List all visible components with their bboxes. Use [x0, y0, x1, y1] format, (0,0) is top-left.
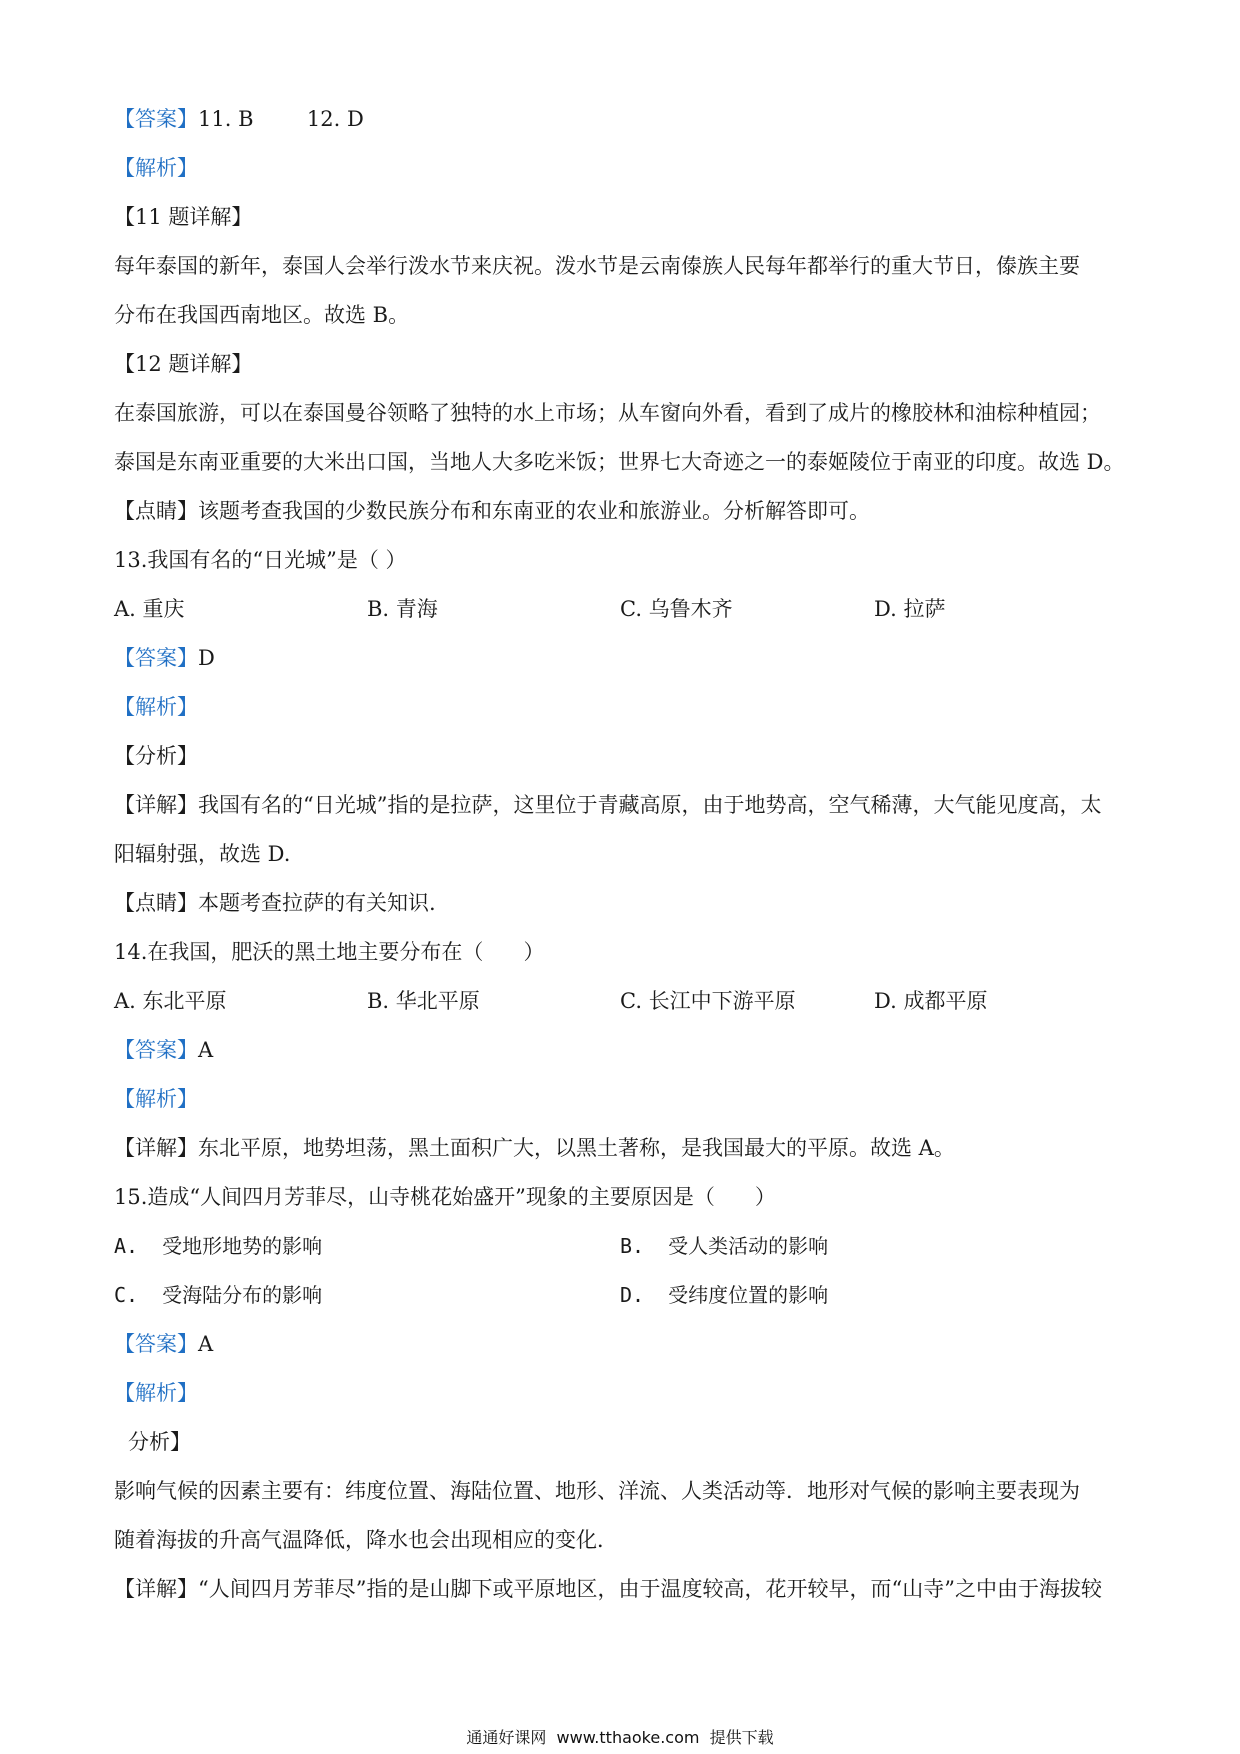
q15-answer	[114, 1329, 1134, 1359]
q15-option-d: D. 受纬度位置的影响	[620, 1283, 829, 1307]
answer-value: 11. B 12. D	[198, 107, 364, 131]
q14-question: 14.在我国，肥沃的黑土地主要分布在（ ）	[114, 940, 545, 964]
q13-option-d: D. 拉萨	[874, 597, 946, 621]
detail-tag: 【详解】	[114, 1577, 198, 1601]
q15-fenxi	[128, 1427, 1148, 1457]
analysis-tag: 【解析】	[114, 695, 198, 719]
q14-analysis	[114, 1084, 1134, 1114]
answer-tag: 【答案】	[114, 1332, 198, 1356]
analysis-tag-line	[114, 153, 1134, 183]
q13-answer	[114, 643, 1134, 673]
q15-detail	[114, 1574, 1134, 1604]
q14-option-d: D. 成都平原	[874, 989, 988, 1013]
detail-text: 东北平原，地势坦荡，黑土面积广大，以黑土著称，是我国最大的平原。故选 A。	[198, 1136, 955, 1160]
q13-detail-line1	[114, 790, 1134, 820]
answer-tag: 【答案】	[114, 646, 198, 670]
q11-detail-line2: 分布在我国西南地区。故选 B。	[114, 303, 410, 327]
q12-detail-line1: 在泰国旅游，可以在泰国曼谷领略了独特的水上市场；从车窗向外看，看到了成片的橡胶林和油棕种植园；	[114, 401, 1101, 425]
q15-fenxi-line2: 随着海拔的升高气温降低，降水也会出现相应的变化．	[114, 1528, 618, 1552]
analysis-tag: 【解析】	[114, 1381, 198, 1405]
fenxi-tag: 分析】	[128, 1430, 191, 1454]
q12-detail-heading	[114, 349, 1134, 379]
comment-tag: 【点睛】	[114, 499, 198, 523]
q11-detail-line1: 每年泰国的新年，泰国人会举行泼水节来庆祝。泼水节是云南傣族人民每年都举行的重大节日，傣族主要	[114, 254, 1080, 278]
q15-option-a: A. 受地形地势的影响	[114, 1234, 323, 1258]
analysis-tag: 【解析】	[114, 1087, 198, 1111]
comment-tag: 【点睛】	[114, 891, 198, 915]
detail-text: “人间四月芳菲尽”指的是山脚下或平原地区，由于温度较高，花开较早，而“山寺”之中由于海拔较	[198, 1577, 1102, 1601]
q15-option-b: B. 受人类活动的影响	[620, 1234, 829, 1258]
q14-option-c: C. 长江中下游平原	[620, 989, 796, 1013]
answer-line-11-12	[114, 104, 1134, 134]
analysis-tag: 【解析】	[114, 156, 198, 180]
q14-option-a: A. 东北平原	[114, 989, 227, 1013]
answer-tag: 【答案】	[114, 1038, 198, 1062]
q11-detail-heading	[114, 202, 1134, 232]
detail-text: 我国有名的“日光城”指的是拉萨，这里位于青藏高原，由于地势高，空气稀薄，大气能见度高，太	[198, 793, 1102, 817]
q13-question: 13.我国有名的“日光城”是（ ）	[114, 548, 407, 572]
q11-detail-tag: 【11 题详解】	[114, 205, 253, 229]
q14-option-b: B. 华北平原	[367, 989, 480, 1013]
detail-tag: 【详解】	[114, 793, 198, 817]
q15-fenxi-line1: 影响气候的因素主要有：纬度位置、海陆位置、地形、洋流、人类活动等．地形对气候的影响主要表现为	[114, 1479, 1080, 1503]
q13-detail-line2: 阳辐射强，故选 D.	[114, 842, 291, 866]
q12-detail-tag: 【12 题详解】	[114, 352, 253, 376]
q12-detail-line2: 泰国是东南亚重要的大米出口国，当地人大多吃米饭；世界七大奇迹之一的泰姬陵位于南亚的印度。故选 D。	[114, 450, 1125, 474]
q13-option-b: B. 青海	[367, 597, 438, 621]
q15-analysis	[114, 1378, 1134, 1408]
q15-option-c: C. 受海陆分布的影响	[114, 1283, 323, 1307]
answer-tag: 【答案】	[114, 107, 198, 131]
q11-12-comment	[114, 496, 1134, 526]
q15-question: 15.造成“人间四月芳菲尽，山寺桃花始盛开”现象的主要原因是（ ）	[114, 1185, 776, 1209]
q14-detail	[114, 1133, 1134, 1163]
page-footer: 通通好课网 www.tthaoke.com 提供下载	[466, 1728, 774, 1747]
answer-value: A	[198, 1332, 214, 1356]
answer-value: A	[198, 1038, 214, 1062]
q13-analysis	[114, 692, 1134, 722]
fenxi-tag: 【分析】	[114, 744, 198, 768]
comment-text: 该题考查我国的少数民族分布和东南亚的农业和旅游业。分析解答即可。	[198, 499, 870, 523]
q14-answer	[114, 1035, 1134, 1065]
q13-option-c: C. 乌鲁木齐	[620, 597, 733, 621]
detail-tag: 【详解】	[114, 1136, 198, 1160]
answer-value: D	[198, 646, 215, 670]
q13-fenxi	[114, 741, 1134, 771]
q13-comment	[114, 888, 1134, 918]
comment-text: 本题考查拉萨的有关知识.	[198, 891, 436, 915]
q13-option-a: A. 重庆	[114, 597, 185, 621]
